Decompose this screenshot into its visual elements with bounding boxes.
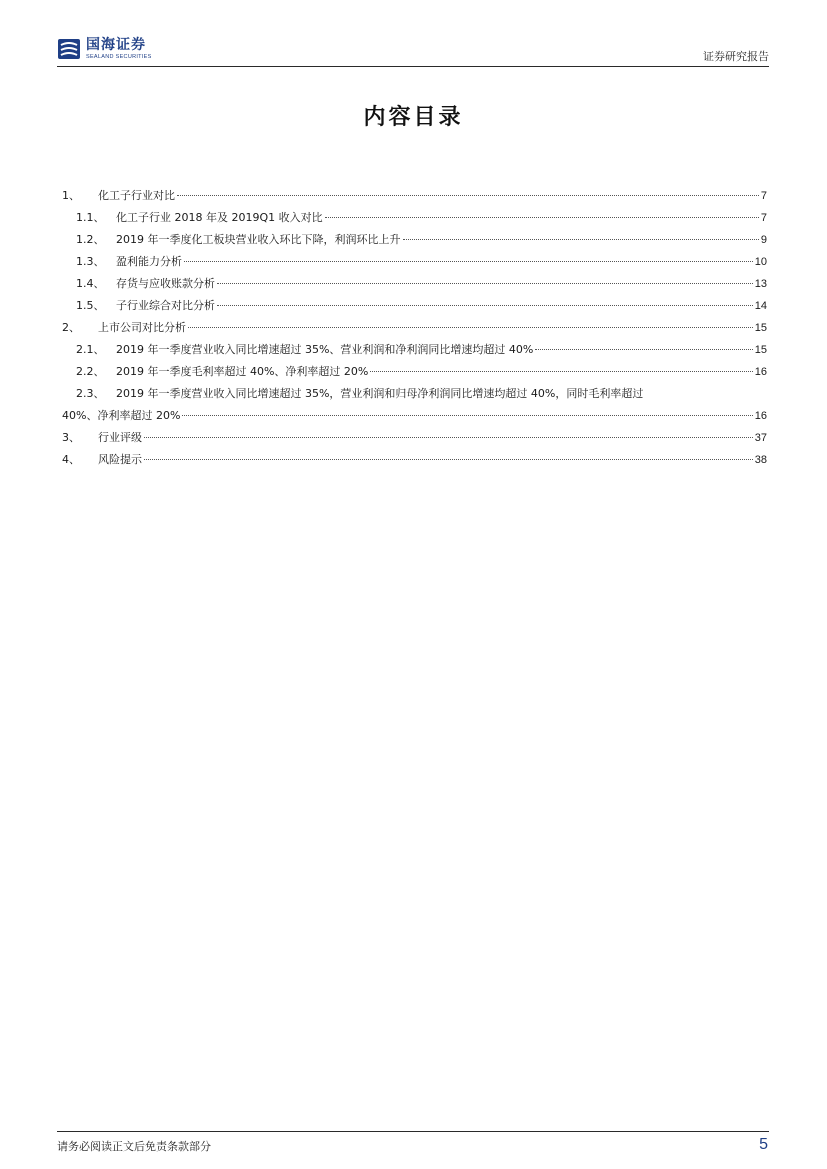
brand-name-cn: 国海证券 [86, 36, 146, 53]
toc-entry[interactable] [62, 230, 767, 252]
toc-entry-page: 16 [754, 366, 767, 378]
sealand-logo-icon [57, 37, 81, 61]
toc-entry-text: 上市公司对比分析 [98, 321, 186, 334]
toc-entry-page: 13 [754, 278, 767, 290]
brand-name-en: SEALAND SECURITIES [86, 53, 152, 60]
toc-entry[interactable] [62, 186, 767, 208]
toc-entry-text: 2019 年一季度营业收入同比增速超过 35%、营业利润和净利润同比增速均超过 40% [116, 343, 534, 356]
toc-leader-dots [177, 195, 759, 196]
toc-entry-page: 16 [754, 410, 767, 422]
header-divider [57, 66, 769, 67]
toc-entry[interactable] [62, 450, 767, 472]
toc-entry-text: 化工子行业对比 [98, 189, 175, 202]
toc-entry-page: 7 [760, 190, 767, 202]
toc-leader-dots [325, 217, 759, 218]
page-header [57, 34, 769, 66]
footer-disclaimer: 请务必阅读正文后免责条款部分 [57, 1140, 211, 1153]
toc-entry-text: 子行业综合对比分析 [116, 299, 215, 312]
page-number: 5 [759, 1136, 768, 1153]
footer-divider [57, 1131, 769, 1132]
toc-entry-number: 1.1、 [76, 211, 105, 224]
toc-entry-page: 37 [754, 432, 767, 444]
report-type-label: 证券研究报告 [703, 50, 769, 63]
toc-entry-text: 风险提示 [98, 453, 142, 466]
toc-entry[interactable] [62, 384, 767, 406]
page-title: 内容目录 [363, 105, 464, 130]
toc-entry-number: 2、 [62, 321, 80, 334]
toc-leader-dots [217, 283, 753, 284]
table-of-contents [62, 186, 767, 472]
toc-entry-page: 7 [760, 212, 767, 224]
toc-entry[interactable] [62, 208, 767, 230]
toc-leader-dots [403, 239, 759, 240]
toc-leader-dots [184, 261, 753, 262]
toc-entry[interactable] [62, 340, 767, 362]
toc-entry[interactable] [62, 362, 767, 384]
toc-entry-text-continued: 40%、净利率超过 20% [62, 409, 181, 422]
toc-entry-number: 2.3、 [76, 387, 105, 400]
toc-entry-page: 9 [760, 234, 767, 246]
toc-entry-number: 2.1、 [76, 343, 105, 356]
toc-entry-continued[interactable] [62, 406, 767, 428]
toc-entry-page: 10 [754, 256, 767, 268]
toc-entry-number: 1.5、 [76, 299, 105, 312]
toc-entry[interactable] [62, 318, 767, 340]
toc-entry-number: 4、 [62, 453, 80, 466]
toc-entry-number: 3、 [62, 431, 80, 444]
toc-entry-text: 2019 年一季度毛利率超过 40%、净利率超过 20% [116, 365, 369, 378]
toc-entry-text: 行业评级 [98, 431, 142, 444]
company-logo [57, 34, 152, 64]
toc-entry[interactable] [62, 252, 767, 274]
toc-entry-text: 盈利能力分析 [116, 255, 182, 268]
toc-entry-text: 2019 年一季度营业收入同比增速超过 35%，营业利润和归母净利润同比增速均超过 40%，同时毛利率超过 [116, 387, 644, 400]
toc-entry-text: 存货与应收账款分析 [116, 277, 215, 290]
toc-entry-number: 1.4、 [76, 277, 105, 290]
toc-leader-dots [188, 327, 753, 328]
toc-entry-number: 1、 [62, 189, 80, 202]
toc-leader-dots [217, 305, 753, 306]
toc-entry-number: 1.3、 [76, 255, 105, 268]
toc-entry[interactable] [62, 428, 767, 450]
toc-leader-dots [144, 437, 753, 438]
toc-entry-page: 38 [754, 454, 767, 466]
toc-leader-dots [182, 415, 752, 416]
toc-entry-text: 2019 年一季度化工板块营业收入环比下降，利润环比上升 [116, 233, 401, 246]
toc-entry-text: 化工子行业 2018 年及 2019Q1 收入对比 [116, 211, 323, 224]
toc-entry-page: 15 [754, 322, 767, 334]
toc-entry-number: 2.2、 [76, 365, 105, 378]
toc-entry[interactable] [62, 274, 767, 296]
toc-leader-dots [370, 371, 752, 372]
toc-entry-page: 15 [754, 344, 767, 356]
toc-leader-dots [535, 349, 752, 350]
toc-entry-number: 1.2、 [76, 233, 105, 246]
toc-entry-page: 14 [754, 300, 767, 312]
toc-leader-dots [144, 459, 753, 460]
toc-entry[interactable] [62, 296, 767, 318]
